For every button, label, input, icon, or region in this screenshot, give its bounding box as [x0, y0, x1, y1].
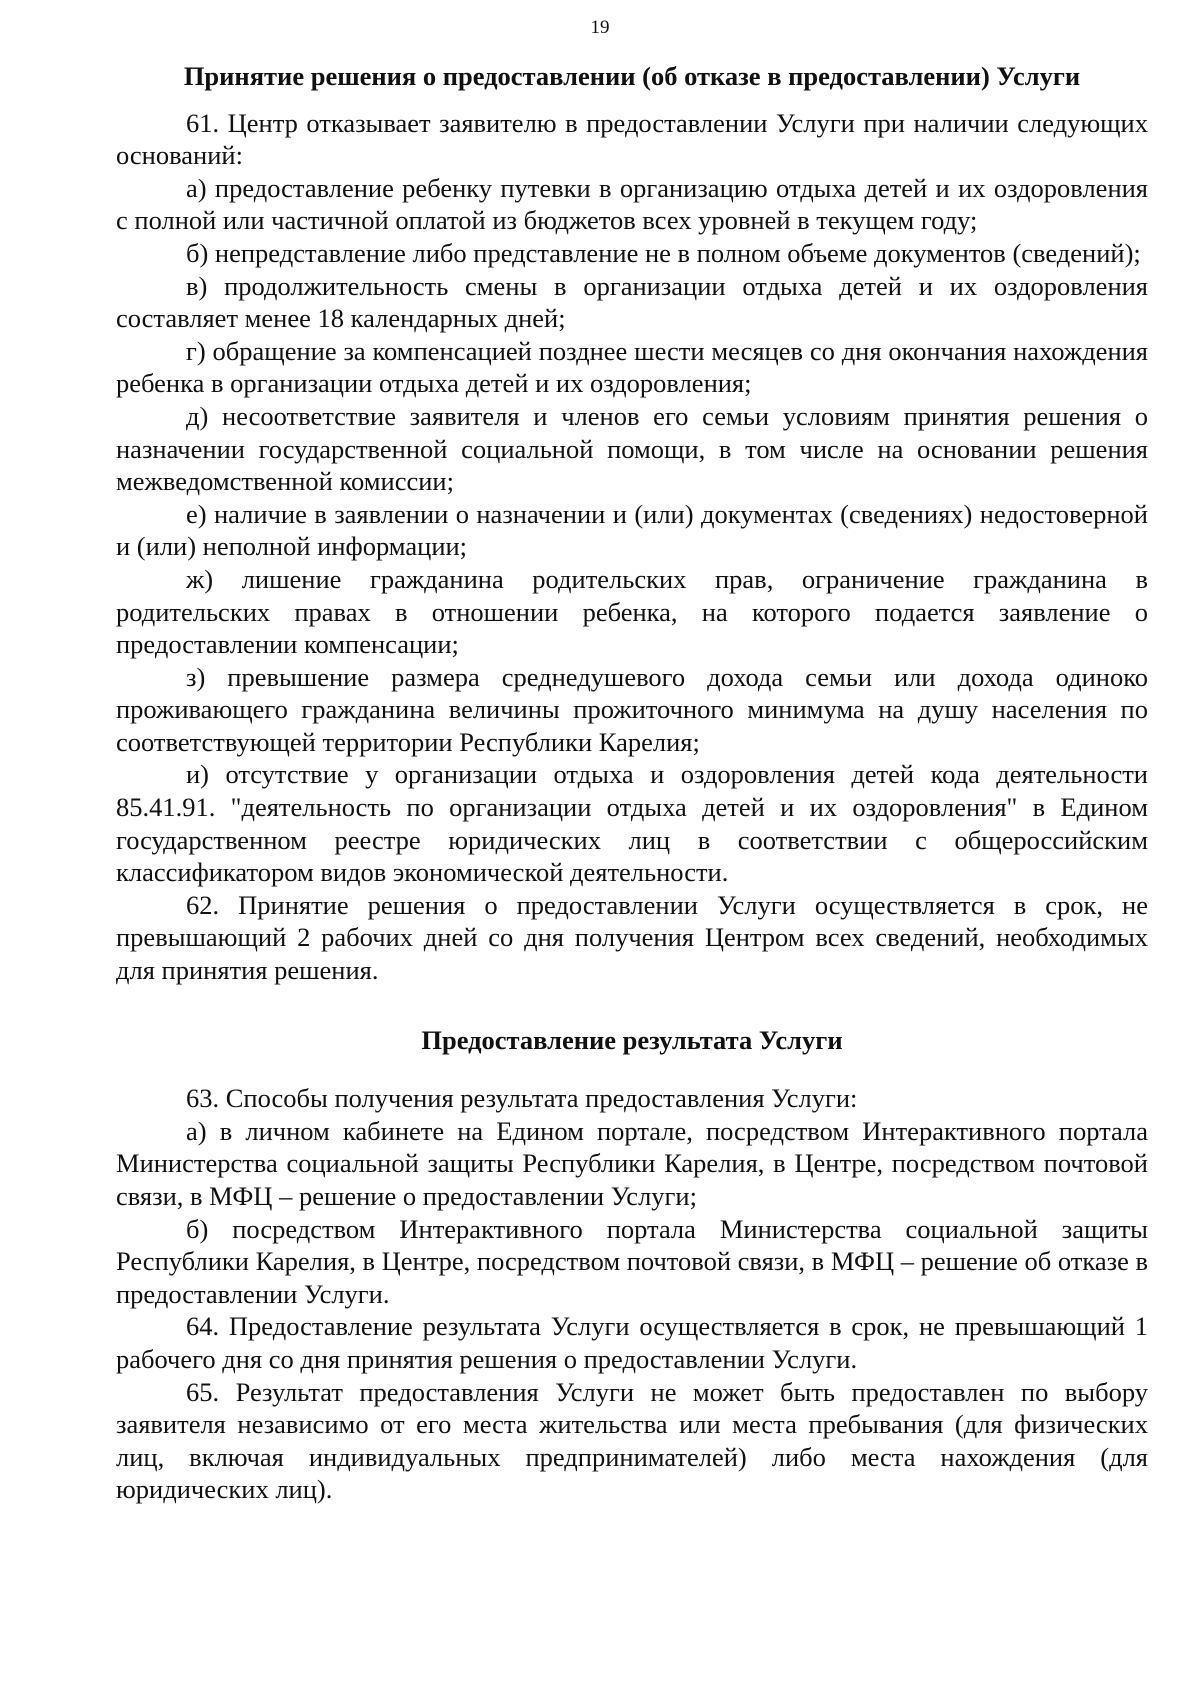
paragraph-63: 63. Способы получения результата предоставления Услуги: — [186, 1083, 858, 1114]
list-item-g: г) обращение за компенсацией позднее шести месяцев со дня окончания нахождения ребенка в организации отдыха детей и их оздоровления; — [116, 335, 1148, 399]
list-item-v: в) продолжительность смены в организации отдыха детей и их оздоровления составляет менее 18 календарных дней; — [116, 270, 1148, 334]
paragraph-64: 64. Предоставление результата Услуги осуществляется в срок, не превышающий 1 рабочего дня со дня принятия решения о предоставлении Услуги. — [116, 1311, 1148, 1374]
list-item-z: з) превышение размера среднедушевого дохода семьи или дохода одиноко проживающего гражданина величины прожиточного минимума на душу населения по соответствующей территории Республики Карелия; — [116, 661, 1148, 757]
section-heading-result: Предоставление результата Услуги — [421, 1024, 843, 1055]
list-item-zh: ж) лишение гражданина родительских прав, ограничение гражданина в родительских правах в отношении ребенка, на которого подается заявление о предоставлении компенсации; — [116, 563, 1148, 660]
paragraph-61: 61. Центр отказывает заявителю в предоставлении Услуги при наличии следующих оснований: — [116, 107, 1148, 171]
page-number: 19 — [590, 17, 610, 38]
list-item-63a: а) в личном кабинете на Едином портале, посредством Интерактивного портала Министерства социальной защиты Республики Карелия, в Центре, посредством почтовой связи, в МФЦ – решение о предоставлении Услуги; — [116, 1115, 1148, 1211]
list-item-63b: б) посредством Интерактивного портала Министерства социальной защиты Республики Карелия, в Центре, посредством почтовой связи, в МФЦ – решение об отказе в предоставлении Услуги. — [116, 1213, 1148, 1309]
paragraph-65: 65. Результат предоставления Услуги не может быть предоставлен по выбору заявителя независимо от его места жительства или места пребывания (для физических лиц, включая индивидуальных предпринимателей) либо места нахождения (для юридических лиц). — [116, 1376, 1148, 1505]
list-item-e: е) наличие в заявлении о назначении и (или) документах (сведениях) недостоверной и (или) неполной информации; — [116, 498, 1148, 562]
section-heading-decision: Принятие решения о предоставлении (об отказе в предоставлении) Услуги — [183, 61, 1081, 91]
paragraph-62: 62. Принятие решения о предоставлении Услуги осуществляется в срок, не превышающий 2 рабочих дней со дня получения Центром всех сведений, необходимых для принятия решения. — [116, 889, 1148, 986]
list-item-i: и) отсутствие у организации отдыха и оздоровления детей кода деятельности 85.41.91. "деятельность по организации отдыха детей и их оздоровления" в Едином государственном реестре юридических лиц в соответствии с общероссийским классификатором видов экономической деятельности. — [116, 759, 1148, 888]
list-item-a: а) предоставление ребенку путевки в организацию отдыха детей и их оздоровления с полной или частичной оплатой из бюджетов всех уровней в текущем году; — [116, 172, 1148, 236]
list-item-d: д) несоответствие заявителя и членов его семьи условиям принятия решения о назначении государственной социальной помощи, в том числе на основании решения межведомственной комиссии; — [116, 400, 1148, 497]
list-item-b: б) непредставление либо представление не в полном объеме документов (сведений); — [186, 237, 1141, 268]
document-body — [116, 60, 1148, 1506]
